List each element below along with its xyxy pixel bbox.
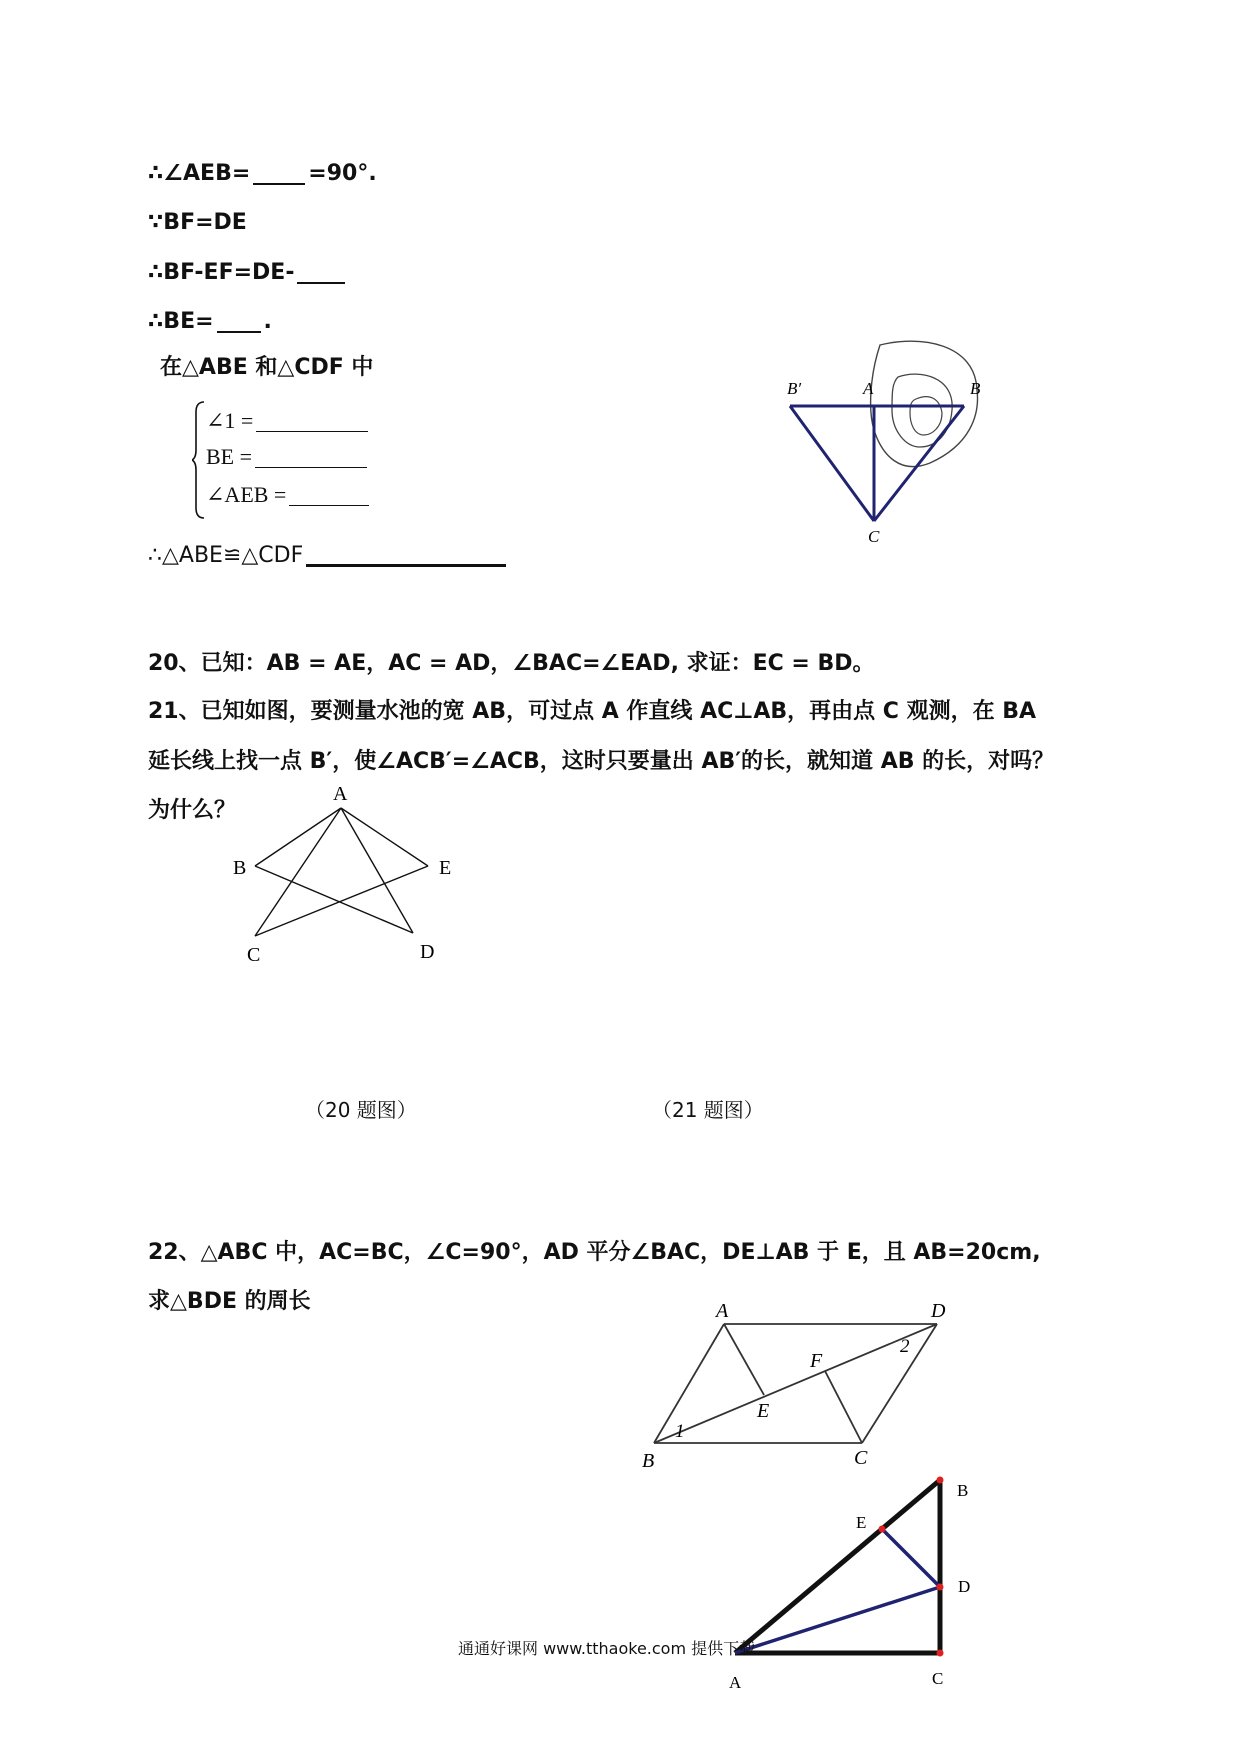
proof-line-3 <box>148 262 348 284</box>
question-20 <box>148 653 875 675</box>
answer-blank <box>306 564 506 567</box>
answer-blank <box>297 282 345 284</box>
caption-fig-20 <box>305 1094 417 1123</box>
para-label-angle-1: 1 <box>675 1421 685 1442</box>
point-c-dot <box>937 1650 944 1657</box>
question-21-line-1 <box>148 701 1036 723</box>
parallelogram-figure <box>632 1296 972 1472</box>
question-21-text-3: 为什么？ <box>148 798 237 823</box>
footer <box>458 1636 755 1659</box>
question-21-text-1: 21、已知如图，要测量水池的宽 AB，可过点 A 作直线 AC⊥AB，再由点 C 观测，在 BA <box>148 699 1037 724</box>
right-triangle-figure <box>720 1470 980 1700</box>
point-d-dot <box>937 1584 944 1591</box>
proof-line-5 <box>160 357 373 379</box>
proof-line-3-text: ∴BF-EF=DE- <box>148 260 295 285</box>
question-21-line-2 <box>148 751 1054 773</box>
answer-blank <box>217 331 261 333</box>
para-label-a: A <box>716 1300 729 1322</box>
para-label-e: E <box>757 1400 770 1422</box>
star-label-e: E <box>439 857 452 879</box>
star-label-a: A <box>333 783 348 805</box>
pond-label-c: C <box>868 527 880 546</box>
pond-label-bprime: B′ <box>787 379 802 398</box>
system-row-1 <box>206 410 371 432</box>
proof-line-4-tail: . <box>263 309 272 334</box>
proof-line-1-tail: =90°. <box>308 161 377 186</box>
tri-label-b: B <box>957 1481 969 1500</box>
proof-conclusion-text: ∴△ABE≌△CDF <box>148 543 304 568</box>
question-20-text: 20、已知：AB = AE，AC = AD，∠BAC=∠EAD, 求证：EC = BD。 <box>148 651 875 676</box>
question-22-line-2 <box>148 1291 311 1313</box>
caption-fig-21-text: （21 题图） <box>652 1098 764 1122</box>
pond-label-b: B <box>970 379 981 398</box>
proof-line-5-text: 在△ABE 和△CDF 中 <box>160 355 374 380</box>
question-22-text-2: 求△BDE 的周长 <box>148 1289 311 1314</box>
question-21-line-3 <box>148 800 236 822</box>
caption-fig-21 <box>652 1094 764 1123</box>
congruence-system <box>192 400 412 520</box>
pond-figure <box>770 335 1010 546</box>
proof-conclusion <box>148 545 509 567</box>
proof-line-1-text: ∴∠AEB= <box>148 161 251 186</box>
star-figure <box>225 780 485 966</box>
tri-label-d: D <box>958 1577 971 1596</box>
point-b-dot <box>937 1477 944 1484</box>
para-label-c: C <box>854 1447 868 1469</box>
star-label-c: C <box>247 944 261 966</box>
proof-line-1 <box>148 163 377 185</box>
proof-line-4-text: ∴BE= <box>148 309 214 334</box>
question-22-line-1 <box>148 1242 1041 1264</box>
para-label-angle-2: 2 <box>900 1336 910 1357</box>
answer-blank <box>256 431 368 432</box>
proof-line-2-text: ∵BF=DE <box>148 210 247 235</box>
system-row-2 <box>206 446 370 468</box>
para-label-b: B <box>642 1450 655 1472</box>
answer-blank <box>289 505 369 506</box>
system-row-1-label: ∠1 = <box>206 408 254 433</box>
proof-line-2 <box>148 212 247 234</box>
tri-label-e: E <box>856 1513 867 1532</box>
tri-label-c: C <box>932 1669 944 1688</box>
system-row-3 <box>206 484 372 506</box>
proof-line-4 <box>148 311 272 333</box>
answer-blank <box>253 183 305 185</box>
question-22-text-1: 22、△ABC 中，AC=BC，∠C=90°，AD 平分∠BAC，DE⊥AB 于 E，且 AB=20cm, <box>148 1240 1041 1265</box>
point-e-dot <box>879 1526 886 1533</box>
tri-label-a: A <box>729 1673 742 1692</box>
star-label-d: D <box>420 941 435 963</box>
footer-text: 通通好课网 www.tthaoke.com 提供下载 <box>458 1639 756 1658</box>
star-label-b: B <box>233 857 247 879</box>
system-row-3-label: ∠AEB = <box>206 482 287 507</box>
question-21-text-2: 延长线上找一点 B′，使∠ACB′=∠ACB，这时只要量出 AB′的长，就知道 AB 的长，对吗？ <box>148 749 1055 774</box>
para-label-d: D <box>931 1300 946 1322</box>
system-row-2-label: BE = <box>206 444 253 469</box>
answer-blank <box>255 467 367 468</box>
para-label-f: F <box>810 1350 823 1372</box>
pond-label-a: A <box>863 379 874 398</box>
caption-fig-20-text: （20 题图） <box>305 1098 417 1122</box>
